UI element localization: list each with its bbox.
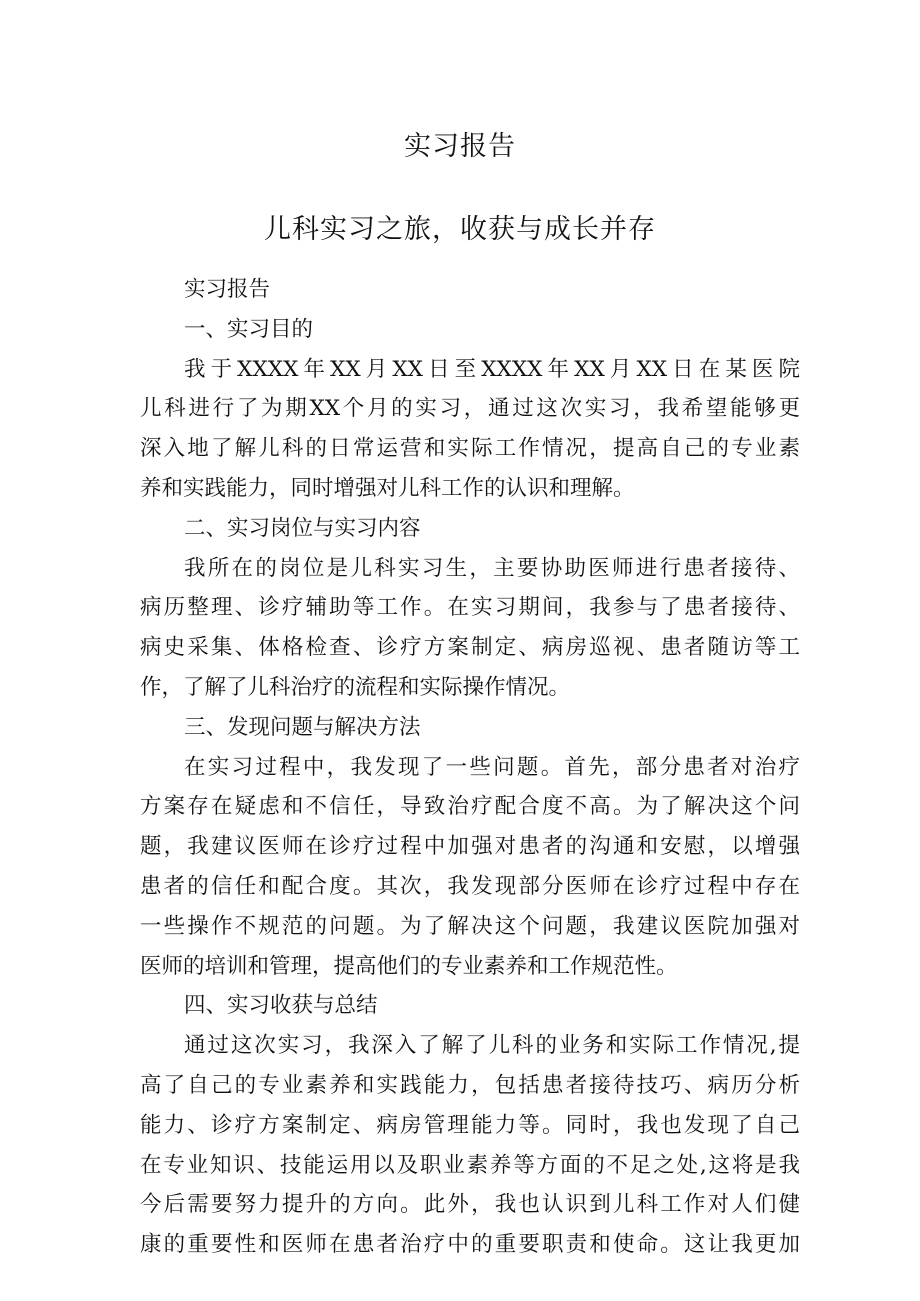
paragraph-line: 今后需要努力提升的方向。此外，我也认识到儿科工作对人们健	[140, 1192, 800, 1218]
paragraph-line: 病史采集、体格检查、诊疗方案制定、病房巡视、患者随访等工	[140, 635, 800, 661]
paragraph-line: 一些操作不规范的问题。为了解决这个问题，我建议医院加强对	[140, 913, 800, 939]
paragraph-line: 我所在的岗位是儿科实习生，主要协助医师进行患者接待、	[184, 555, 800, 581]
paragraph-line: 医师的培训和管理，提高他们的专业素养和工作规范性。	[140, 953, 678, 979]
paragraph-line: 患者的信任和配合度。其次，我发现部分医师在诊疗过程中存在	[140, 873, 800, 899]
paragraph-line: 深入地了解儿科的日常运营和实际工作情况，提高自己的专业素	[140, 436, 800, 462]
paragraph-line: 康的重要性和医师在患者治疗中的重要职责和使命。这让我更加	[140, 1232, 800, 1258]
paragraph-line: 在实习过程中，我发现了一些问题。首先，部分患者对治疗	[184, 754, 800, 780]
page-title: 实习报告	[404, 131, 516, 162]
section-heading-purpose: 一、实习目的	[184, 316, 314, 342]
section-heading-summary: 四、实习收获与总结	[184, 993, 378, 1019]
paragraph-line: 我于XXXX年XX月XX日至XXXX年XX月XX日在某医院	[184, 356, 800, 382]
paragraph-line: 能力、诊疗方案制定、病房管理能力等。同时，我也发现了自己	[140, 1112, 800, 1138]
paragraph-line: 高了自己的专业素养和实践能力，包括患者接待技巧、病历分析	[140, 1072, 800, 1098]
paragraph-line: 通过这次实习，我深入了解了儿科的业务和实际工作情况,提	[184, 1033, 800, 1059]
page-subtitle: 儿科实习之旅，收获与成长并存	[264, 214, 656, 245]
section-heading-problems: 三、发现问题与解决方法	[184, 714, 421, 740]
paragraph-line: 儿科进行了为期XX个月的实习，通过这次实习，我希望能够更	[140, 396, 800, 422]
section-heading-position: 二、实习岗位与实习内容	[184, 515, 421, 541]
paragraph-line: 病历整理、诊疗辅助等工作。在实习期间，我参与了患者接待、	[140, 595, 800, 621]
paragraph-line: 在专业知识、技能运用以及职业素养等方面的不足之处,这将是我	[140, 1152, 800, 1178]
paragraph-line: 方案存在疑虑和不信任，导致治疗配合度不高。为了解决这个问	[140, 794, 800, 820]
document-body	[140, 270, 800, 1265]
section-heading-report: 实习报告	[184, 277, 271, 302]
paragraph-line: 养和实践能力，同时增强对儿科工作的认识和理解。	[140, 475, 635, 501]
paragraph-line: 题，我建议医师在诊疗过程中加强对患者的沟通和安慰，以增强	[140, 834, 800, 860]
paragraph-line: 作，了解了儿科治疗的流程和实际操作情况。	[140, 674, 571, 700]
